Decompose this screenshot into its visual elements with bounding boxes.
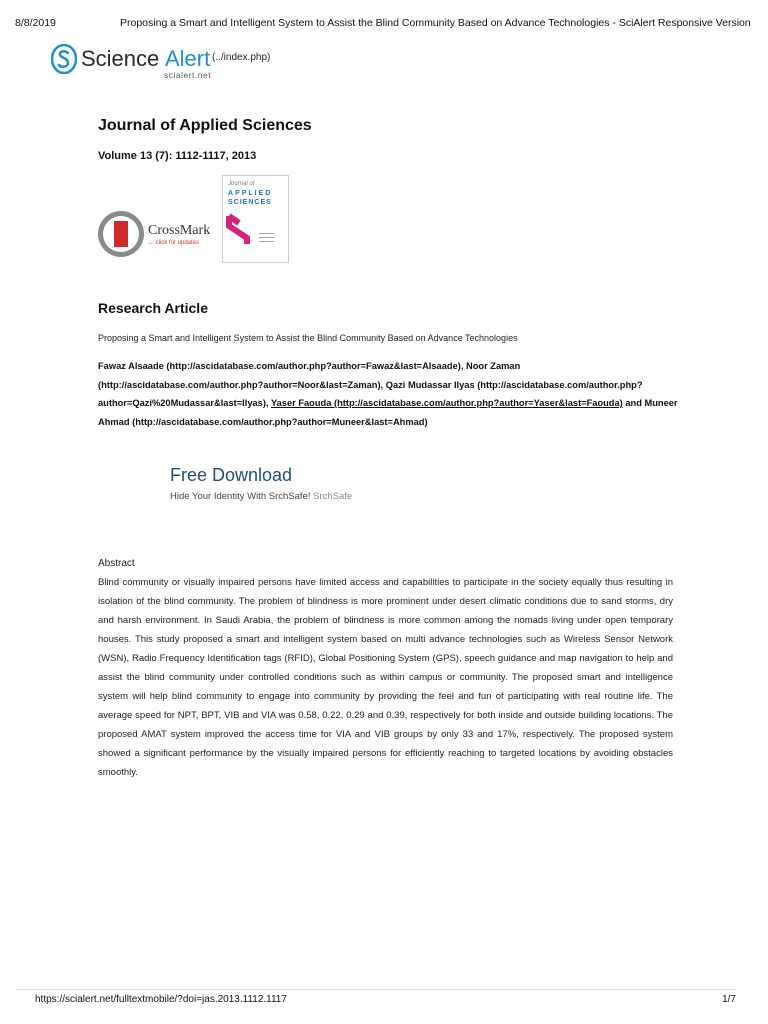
print-page-title: Proposing a Smart and Intelligent System to Assist the Blind Community Based on Advance Technologies - SciAlert Responsive Version xyxy=(120,17,751,29)
crossmark-label: CrossMark xyxy=(148,223,211,238)
ad-source: SrchSafe xyxy=(313,491,353,502)
logo-science-text: Science xyxy=(81,46,160,71)
author-list xyxy=(98,357,678,431)
footer-url: https://scialert.net/fulltextmobile/?doi=jas.2013.1112.1117 xyxy=(35,994,287,1005)
cover-line1: Journal of xyxy=(228,181,255,187)
article-type: Research Article xyxy=(98,300,208,316)
cover-line2: APPLIED xyxy=(228,190,273,197)
author-link[interactable]: Noor Zaman (http://ascidatabase.com/author.php?author=Noor&last=Zaman), xyxy=(98,361,521,390)
crossmark-sub: ← click for updates xyxy=(148,240,200,246)
ad-subtitle-text: Hide Your Identity With SrchSafe! xyxy=(170,491,311,502)
scialert-logo-icon xyxy=(51,44,77,74)
cover-line3: SCIENCES xyxy=(228,199,272,206)
site-logo[interactable] xyxy=(51,42,311,82)
abstract-label: Abstract xyxy=(98,558,135,569)
author-link[interactable]: Qazi Mudassar Ilyas (http://ascidatabase.com/author.php?author=Qazi%20Mudassar&last=Ilyas), xyxy=(98,379,643,408)
journal-title: Journal of Applied Sciences xyxy=(98,117,312,134)
cover-s-logo-icon xyxy=(225,210,261,248)
advertisement[interactable] xyxy=(170,465,352,502)
ad-subtitle xyxy=(170,491,352,502)
print-date: 8/8/2019 xyxy=(15,17,56,29)
crossmark-badge[interactable] xyxy=(98,211,220,259)
journal-cover-image xyxy=(222,175,289,263)
logo-domain: scialert.net xyxy=(164,70,212,80)
author-link[interactable]: Fawaz Alsaade (http://ascidatabase.com/author.php?author=Fawaz&last=Alsaade), xyxy=(98,361,464,371)
crossmark-icon xyxy=(98,211,144,257)
article-title: Proposing a Smart and Intelligent System to Assist the Blind Community Based on Advance Technologies xyxy=(98,333,518,343)
cover-fineprint: ▬▬▬▬▬ ▬▬▬▬▬ ▬▬▬▬▬ xyxy=(259,231,274,243)
author-link[interactable]: Muneer Ahmad (http://ascidatabase.com/author.php?author=Muneer&last=Ahmad) xyxy=(98,398,678,427)
footer-divider xyxy=(16,989,736,990)
footer-page-number: 1/7 xyxy=(722,994,736,1005)
journal-volume: Volume 13 (7): 1112-1117, 2013 xyxy=(98,150,257,162)
author-conjunction: and xyxy=(625,398,642,408)
author-link[interactable]: Yaser Faouda (http://ascidatabase.com/author.php?author=Yaser&last=Faouda) xyxy=(270,398,623,408)
home-link[interactable]: (../index.php) xyxy=(212,52,271,63)
abstract-text: Blind community or visually impaired persons have limited access and capabilities to participate in the society equally thus resulting in isolation of the blind community. The problem of blindness is more prominent under desert climatic conditions due to sand storms, dry and harsh environment. In Saudi Arabia, the problem of blindness is more common among the nomads living under open temporary houses. This study proposed a smart and intelligent system based on multi advance technologies such as Wireless Sensor Network (WSN), Radio Frequency Identification tags (RFID), Global Positioning System (GPS), speech guidance and map navigation to help and assist the blind community under controlled conditions such as within campus or community. The proposed smart and intelligence system will help blind community to engage into community by providing the feel and fun of participating with real routine life. The average speed for NPT, BPT, VIB and VIA was 0.58, 0.22, 0.29 and 0.39, respectively for both inside and outside building locations. The proposed AMAT system improved the access time for VIA and VIB groups by only 33 and 17%, respectively. The proposed system showed a significant performance by the visually impaired persons for efficiently reaching to targeted locations by avoiding obstacles smoothly. xyxy=(98,577,673,778)
logo-alert-text: Alert xyxy=(165,46,211,71)
ad-title[interactable]: Free Download xyxy=(170,465,293,485)
